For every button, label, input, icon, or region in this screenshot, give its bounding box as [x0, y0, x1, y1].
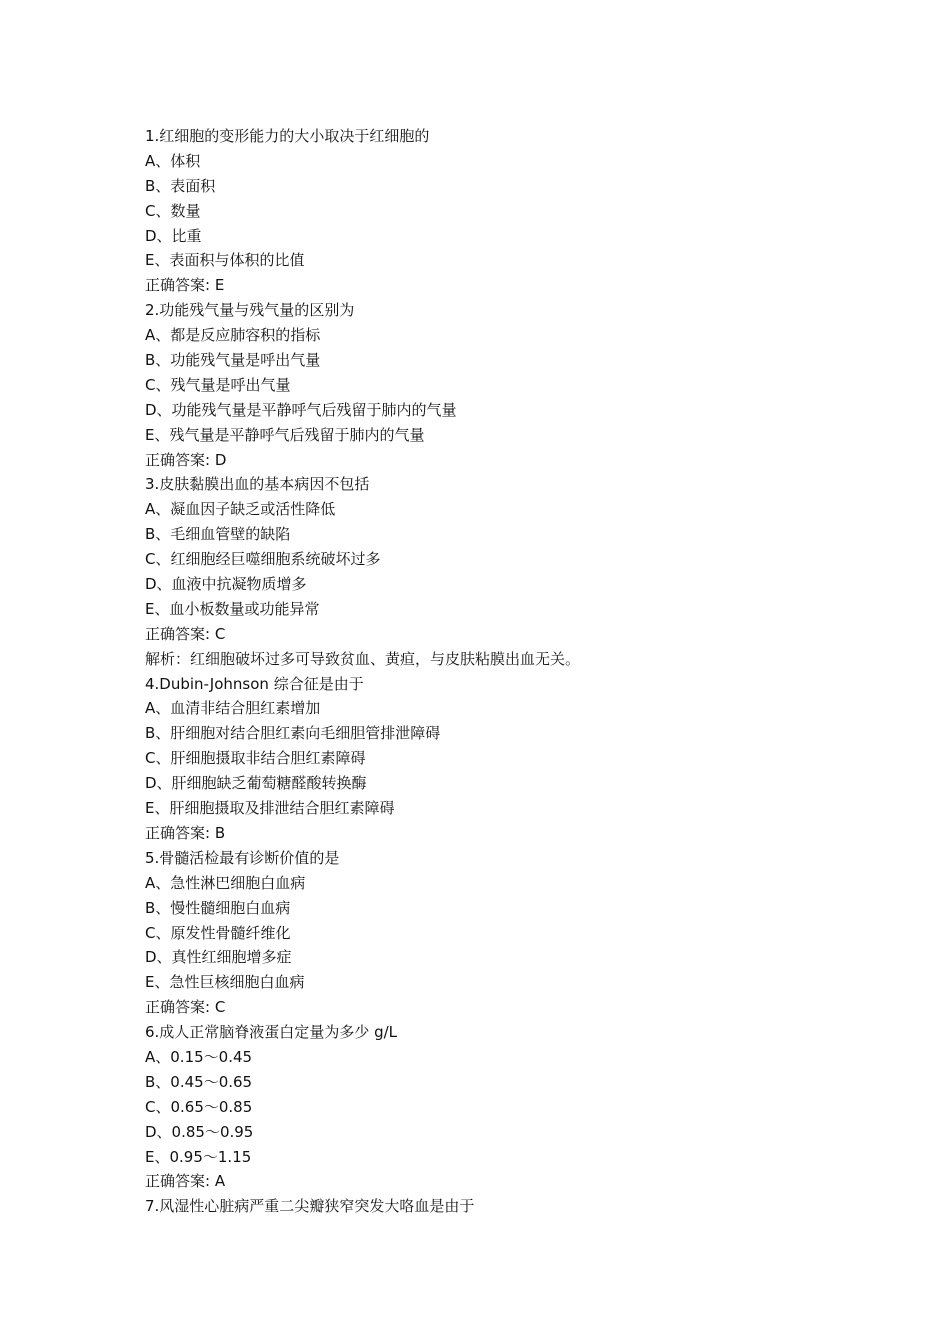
question-5-option-a: A、急性淋巴细胞白血病 — [145, 873, 306, 892]
question-5-stem: 5.骨髓活检最有诊断价值的是 — [145, 848, 340, 867]
question-5-option-e: E、急性巨核细胞白血病 — [145, 973, 305, 992]
question-6-answer: 正确答案: A — [145, 1172, 226, 1191]
question-7-stem: 7.风湿性心脏病严重二尖瓣狭窄突发大咯血是由于 — [145, 1197, 475, 1216]
question-5-answer: 正确答案: C — [145, 998, 226, 1017]
question-5-option-b: B、慢性髓细胞白血病 — [145, 898, 291, 917]
question-6-stem: 6.成人正常脑脊液蛋白定量为多少 g/L — [145, 1023, 398, 1042]
question-1-option-a: A、体积 — [145, 151, 201, 170]
question-4-option-b: B、肝细胞对结合胆红素向毛细胆管排泄障碍 — [145, 724, 441, 743]
question-3-option-c: C、红细胞经巨噬细胞系统破坏过多 — [145, 550, 381, 569]
question-2-option-e: E、残气量是平静呼气后残留于肺内的气量 — [145, 425, 425, 444]
question-1-option-b: B、表面积 — [145, 176, 216, 195]
question-3-stem: 3.皮肤黏膜出血的基本病因不包括 — [145, 475, 370, 494]
question-3-option-d: D、血液中抗凝物质增多 — [145, 575, 307, 594]
question-1-option-e: E、表面积与体积的比值 — [145, 251, 305, 270]
question-1-option-d: D、比重 — [145, 226, 202, 245]
question-3-option-b: B、毛细血管壁的缺陷 — [145, 525, 291, 544]
question-4-option-d: D、肝细胞缺乏葡萄糖醛酸转换酶 — [145, 774, 367, 793]
question-1-stem: 1.红细胞的变形能力的大小取决于红细胞的 — [145, 127, 430, 145]
question-2-stem: 2.功能残气量与残气量的区别为 — [145, 301, 355, 320]
question-1-option-c: C、数量 — [145, 201, 201, 220]
question-5-option-d: D、真性红细胞增多症 — [145, 948, 292, 967]
question-5-option-c: C、原发性骨髓纤维化 — [145, 923, 291, 942]
question-2-option-c: C、残气量是呼出气量 — [145, 375, 291, 394]
question-3-option-a: A、凝血因子缺乏或活性降低 — [145, 500, 336, 519]
question-6-option-b: B、0.45～0.65 — [145, 1072, 253, 1091]
question-3-option-e: E、血小板数量或功能异常 — [145, 599, 320, 618]
question-4-option-c: C、肝细胞摄取非结合胆红素障碍 — [145, 749, 366, 768]
question-4-option-a: A、血清非结合胆红素增加 — [145, 699, 321, 718]
question-6-option-a: A、0.15～0.45 — [145, 1047, 253, 1066]
question-1-answer: 正确答案: E — [145, 276, 225, 295]
question-4-answer: 正确答案: B — [145, 823, 226, 842]
question-6-option-c: C、0.65～0.85 — [145, 1097, 253, 1116]
question-4-stem: 4.Dubin-Johnson 综合征是由于 — [145, 674, 364, 693]
question-6-option-e: E、0.95～1.15 — [145, 1147, 252, 1166]
question-3-explanation: 解析：红细胞破坏过多可导致贫血、黄疸，与皮肤粘膜出血无关。 — [145, 649, 581, 668]
document-page — [145, 124, 845, 1219]
question-3-answer: 正确答案: C — [145, 624, 226, 643]
question-4-option-e: E、肝细胞摄取及排泄结合胆红素障碍 — [145, 799, 395, 818]
question-2-option-a: A、都是反应肺容积的指标 — [145, 326, 321, 345]
question-2-answer: 正确答案: D — [145, 450, 227, 469]
question-2-option-d: D、功能残气量是平静呼气后残留于肺内的气量 — [145, 400, 457, 419]
question-6-option-d: D、0.85～0.95 — [145, 1122, 254, 1141]
question-2-option-b: B、功能残气量是呼出气量 — [145, 351, 321, 370]
